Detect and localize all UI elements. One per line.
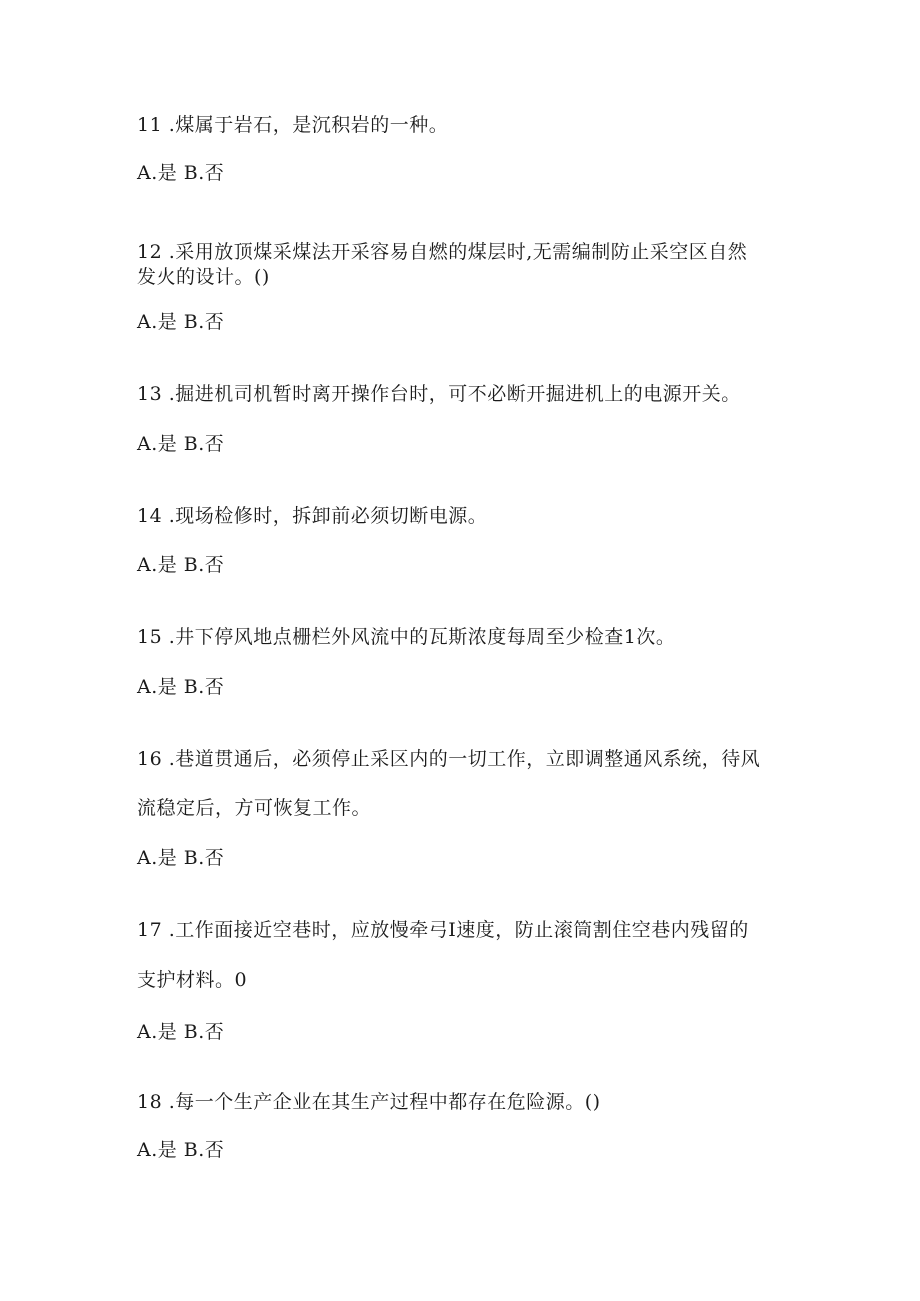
question-17-options: A.是 B.否 (137, 1021, 225, 1043)
question-12-text-cont: 发火的设计。() (137, 266, 270, 288)
question-15-text: 15 .井下停风地点栅栏外风流中的瓦斯浓度每周至少检查1次。 (137, 626, 676, 648)
question-17-text-cont: 支护材料。0 (137, 969, 248, 991)
question-12-text: 12 .采用放顶煤采煤法开采容易自燃的煤层时,无需编制防止采空区自然 (137, 241, 748, 263)
question-14-text: 14 .现场检修时，拆卸前必须切断电源。 (137, 505, 488, 527)
question-16-text-cont: 流稳定后，方可恢复工作。 (137, 797, 372, 819)
question-13-options: A.是 B.否 (137, 433, 225, 455)
question-17-text: 17 .工作面接近空巷时，应放慢牵弓I速度，防止滚筒割住空巷内残留的 (137, 919, 749, 941)
question-11-text: 11 .煤属于岩石，是沉积岩的一种。 (137, 114, 449, 136)
question-14-options: A.是 B.否 (137, 554, 225, 576)
question-18-options: A.是 B.否 (137, 1139, 225, 1161)
question-18-text: 18 .每一个生产企业在其生产过程中都存在危险源。() (137, 1091, 601, 1113)
question-16-options: A.是 B.否 (137, 847, 225, 869)
question-12-options: A.是 B.否 (137, 311, 225, 333)
question-11-options: A.是 B.否 (137, 162, 225, 184)
question-13-text: 13 .掘进机司机暂时离开操作台时，可不必断开掘进机上的电源开关。 (137, 383, 741, 405)
question-15-options: A.是 B.否 (137, 676, 225, 698)
question-16-text: 16 .巷道贯通后，必须停止采区内的一切工作，立即调整通风系统，待风 (137, 748, 761, 770)
